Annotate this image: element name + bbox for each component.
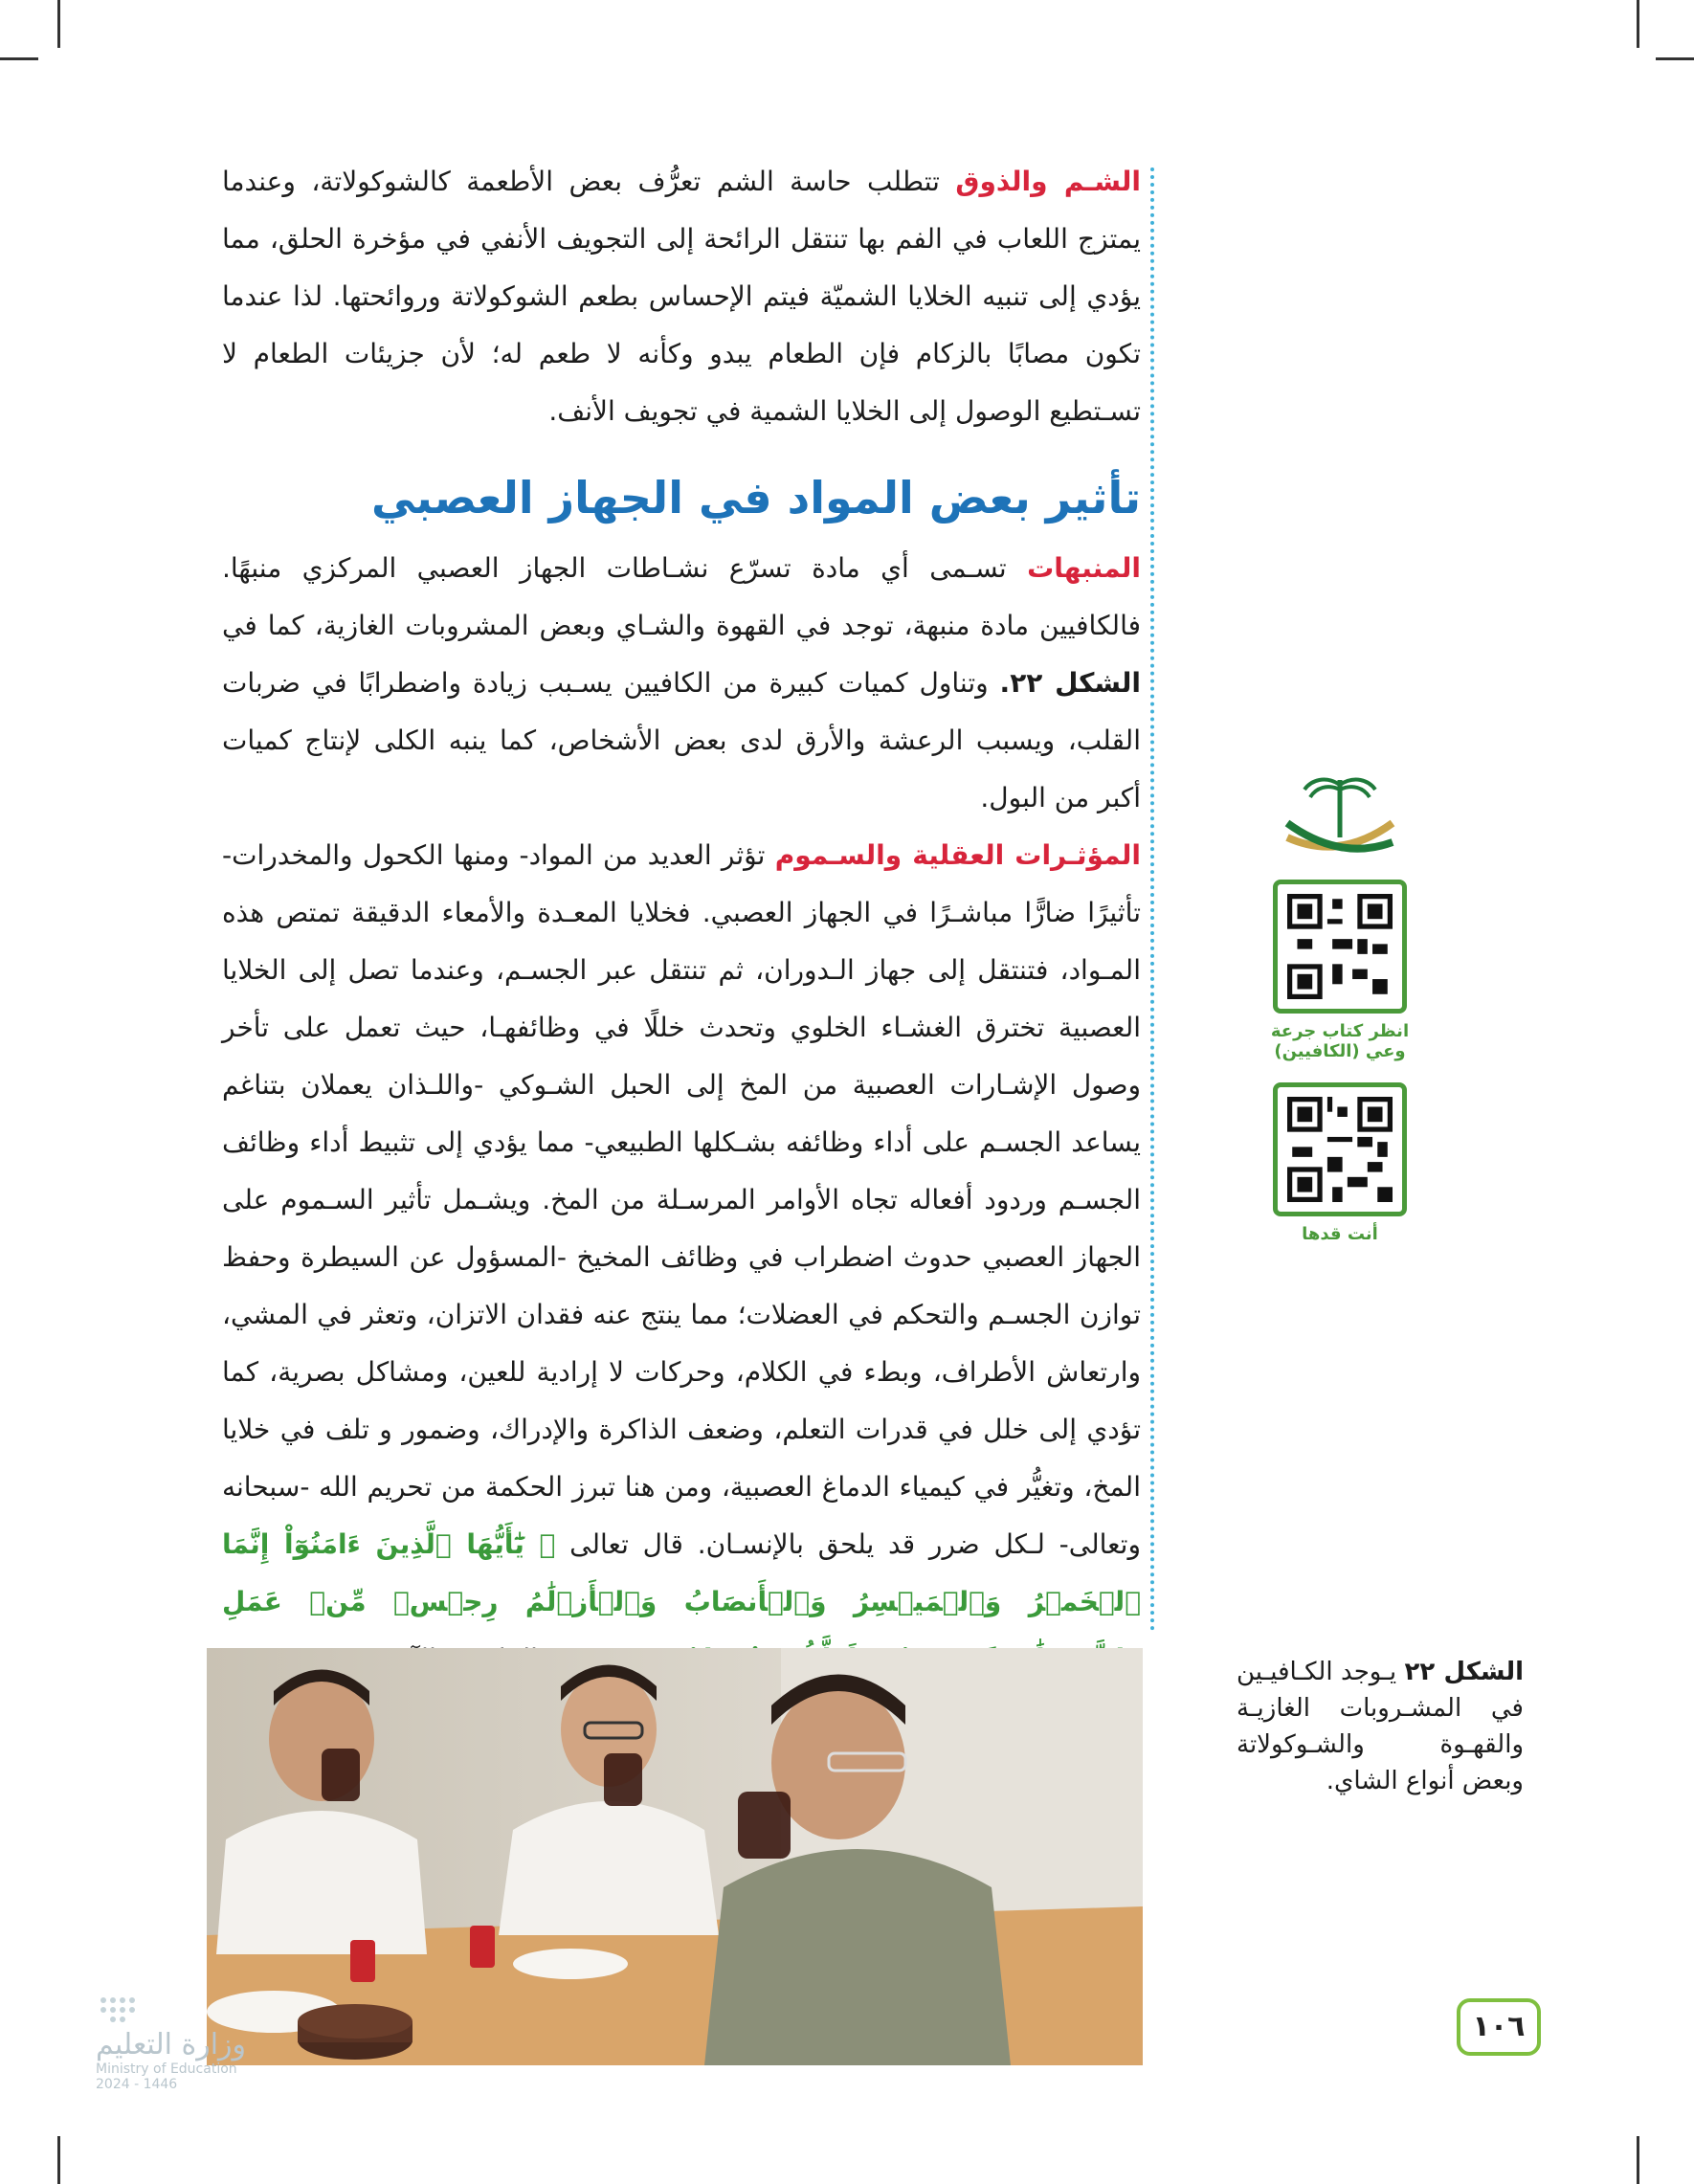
term-toxins: المؤثـرات العقلية والسـموم: [774, 839, 1141, 871]
sidebar: [1254, 770, 1426, 1265]
crop-mark: [57, 0, 60, 48]
toxins-text: تؤثر العديد من المواد- ومنها الكحول والمخدرات- تأثيرًا ضارًّا مباشـرًا في الجهاز العصبي. فخلايا المعـدة والأمعاء الدقيقة تمتص هذه المـواد، فتنتقل إلى جهاز الـدوران، ثم تنتقل عبر الجسـم، وعندما تصل إلى الخلايا العصبية تخترق الغشـاء الخلوي وتحدث خللًا في وظائفهـا، حيث تعمل على تأخر وصول الإشـارات العصبية من المخ إلى الحبل الشـوكي -واللـذان يعملان بتناغم يساعد الجسـم على أداء وظائفه بشـكلها الطبيعي- مما يؤدي إلى تثبيط أداء وظائف الجسـم وردود أفعاله تجاه الأوامر المرسـلة من المخ. ويشـمل تأثير السـموم على الجهاز العصبي حدوث اضطراب في وظائف المخيخ -المسؤول عن السيطرة وحفظ توازن الجسـم والتحكم في العضلات؛ مما ينتج عنه فقدان الاتزان، وتعثر في المشي، وارتعاش الأطراف، وبطء في الكلام، وحركات لا إرادية للعين، ومشاكل بصرية، كما تؤدي إلى خلل في قدرات التعلم، وضعف الذاكرة والإدراك، وضمور و تلف في خلايا المخ، وتغيُّر في كيمياء الدماغ العصبية، ومن هنا تبرز الحكمة من تحريم الله -سبحانه وتعالى- لـكل ضرر قد يلحق بالإنسـان. قال تعالى: [222, 839, 1141, 1560]
saudi-emblem-icon: [1268, 770, 1412, 876]
toxins-paragraph: [222, 827, 1141, 1688]
crop-mark: [1637, 0, 1639, 48]
qr2-caption: أنت قدها: [1302, 1224, 1378, 1244]
qr-code-icon: [1287, 1097, 1393, 1202]
smell-taste-text: تتطلب حاسة الشم تعرُّف بعض الأطعمة كالشوكولاتة، وعندما يمتزج اللعاب في الفم بها تنتقل الرائحة إلى التجويف الأنفي في مؤخرة الحلق، مما يؤدي إلى تنبيه الخلايا الشميّة فيتم الإحساس بطعم الشوكولاتة وروائحتها. لذا عندما تكون مصابًا بالزكام فإن الطعام يبدو وكأنه لا طعم له؛ لأن جزيئات الطعام لا تسـتطيع الوصول إلى الخلايا الشمية في تجويف الأنف.: [222, 166, 1141, 427]
crop-mark: [1637, 2136, 1639, 2184]
term-stimulants: المنبهات: [1027, 552, 1141, 584]
qr-code-icon: [1287, 894, 1393, 999]
section-heading: تأثير بعض المواد في الجهاز العصبي: [371, 472, 1141, 524]
figure-caption: [1237, 1654, 1524, 1799]
crop-mark: [1656, 57, 1694, 60]
ministry-watermark: [96, 1995, 249, 2092]
main-text-column: [222, 153, 1141, 1688]
students-drinking-image: [207, 1648, 1143, 2065]
figure-reference: الشكل ٢٢.: [999, 667, 1141, 699]
qr1-caption: انظر كتاب جرعة وعي (الكافيين): [1270, 1021, 1410, 1061]
crop-mark: [0, 57, 38, 60]
ministry-year: 2024 - 1446: [96, 2077, 178, 2092]
ministry-english: Ministry of Education: [96, 2061, 237, 2077]
quran-verse: ﴿ يَٰٓأَيُّهَا ٱلَّذِينَ ءَامَنُوٓاْ إِنَّمَا ٱلۡخَمۡرُ وَٱلۡمَيۡسِرُ وَٱلۡأَنصَابُ وَٱلۡأَزۡلَٰمُ رِجۡسٞ مِّنۡ عَمَلِ: [222, 1528, 1141, 1617]
figure-caption-text: يـوجد الكـافيـين في المشـروبات الغازيـة والقهـوة والشـوكولاتة وبعض أنواع الشاي.: [1237, 1658, 1524, 1795]
figure-22-photo: [207, 1648, 1143, 2065]
ministry-arabic: وزارة التعليم: [96, 2028, 247, 2061]
term-smell-taste: الشـم والذوق: [955, 166, 1141, 197]
stimulants-paragraph: [222, 540, 1141, 827]
smell-taste-paragraph: [222, 153, 1141, 440]
stimulants-text-2: وتناول كميات كبيرة من الكافيين يسـبب زيادة واضطرابًا في ضربات القلب، ويسبب الرعشة والأرق لدى بعض الأشخاص، كما ينبه الكلى لإنتاج كميات أكبر من البول.: [222, 667, 1141, 813]
qr-code-you-can[interactable]: [1273, 1082, 1407, 1216]
crop-mark: [57, 2136, 60, 2184]
qr-code-caffeine-book[interactable]: [1273, 880, 1407, 1014]
figure-label: الشكل ٢٢: [1404, 1658, 1525, 1686]
ministry-logo-icon: [96, 1995, 144, 2024]
page-number: ١٠٦: [1457, 1998, 1541, 2056]
margin-dotted-line: [1150, 167, 1154, 1632]
stimulants-text-1: تسـمى أي مادة تسرّع نشـاطات الجهاز العصبي المركزي منبهًا. فالكافيين مادة منبهة، توجد في القهوة والشـاي وبعض المشروبات الغازية، كما في: [222, 552, 1141, 641]
